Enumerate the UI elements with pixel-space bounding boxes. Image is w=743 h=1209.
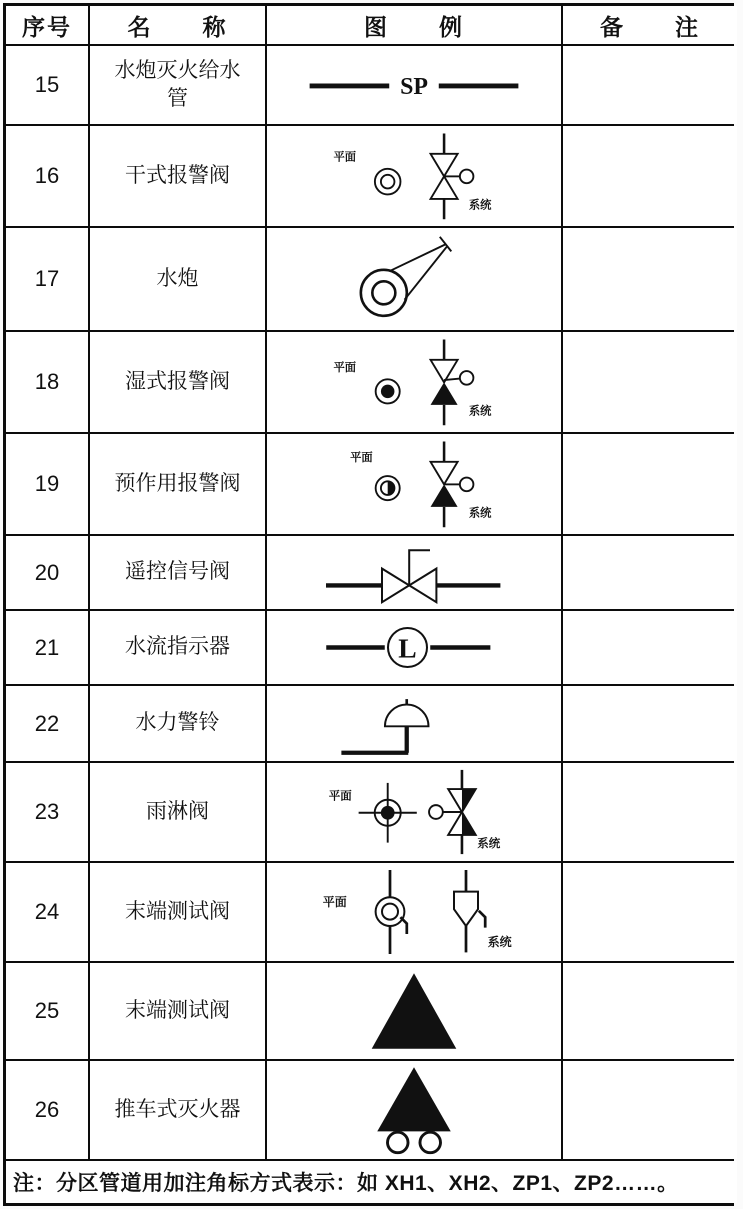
remark-cell [563, 763, 737, 861]
serial-cell: 21 [6, 611, 88, 684]
remote-control-signal-valve-icon [316, 539, 512, 607]
remark-cell [563, 863, 737, 961]
dry-alarm-valve-icon [320, 129, 508, 223]
water-motor-alarm-gong-icon [321, 689, 508, 759]
name-cell: 雨淋阀 [90, 763, 265, 861]
footnote: 注：分区管道用加注角标方式表示：如 XH1、XH2、ZP1、ZP2……。 [6, 1161, 737, 1203]
remark-cell [563, 228, 737, 330]
legend-cell [267, 686, 561, 761]
remark-cell [563, 963, 737, 1059]
name-cell: 末端测试阀 [90, 963, 265, 1059]
remark-cell [563, 46, 737, 124]
name-cell: 水流指示器 [90, 611, 265, 684]
serial-cell: 19 [6, 434, 88, 534]
legend-cell [267, 332, 561, 432]
svg-text:系统: 系统 [487, 935, 512, 949]
legend-cell [267, 763, 561, 861]
serial-cell: 15 [6, 46, 88, 124]
water-cannon-icon [330, 233, 499, 325]
name-cell: 末端测试阀 [90, 863, 265, 961]
name-cell: 湿式报警阀 [90, 332, 265, 432]
remark-cell [563, 611, 737, 684]
header-remark: 备 注 [563, 6, 737, 44]
svg-text:系统: 系统 [468, 405, 492, 418]
svg-text:系统: 系统 [476, 838, 500, 851]
header-legend: 图 例 [267, 6, 561, 44]
legend-cell [267, 228, 561, 330]
remark-cell [563, 536, 737, 609]
svg-text:平面: 平面 [328, 790, 352, 803]
svg-text:平面: 平面 [350, 452, 373, 465]
preaction-alarm-valve-icon [320, 437, 508, 531]
end-test-valve-solid-triangle-icon [315, 966, 513, 1056]
end-test-valve-icon [310, 866, 518, 958]
legend-cell [267, 126, 561, 226]
serial-cell: 24 [6, 863, 88, 961]
remark-cell [563, 332, 737, 432]
remark-cell [563, 126, 737, 226]
name-cell: 干式报警阀 [90, 126, 265, 226]
remark-cell [563, 1061, 737, 1159]
wheeled-cart-extinguisher-icon [320, 1063, 508, 1157]
svg-text:系统: 系统 [468, 507, 492, 520]
remark-cell [563, 686, 737, 761]
fire-protection-legend-table [3, 3, 734, 1206]
svg-text:平面: 平面 [322, 895, 347, 909]
serial-cell: 23 [6, 763, 88, 861]
serial-cell: 25 [6, 963, 88, 1059]
name-cell: 遥控信号阀 [90, 536, 265, 609]
legend-cell [267, 863, 561, 961]
name-cell: 推车式灭火器 [90, 1061, 265, 1159]
serial-cell: 17 [6, 228, 88, 330]
name-cell: 预作用报警阀 [90, 434, 265, 534]
serial-cell: 16 [6, 126, 88, 226]
serial-cell: 20 [6, 536, 88, 609]
legend-cell [267, 611, 561, 684]
sp-fire-water-pipe-icon [299, 67, 529, 103]
serial-cell: 26 [6, 1061, 88, 1159]
legend-cell [267, 434, 561, 534]
header-name: 名 称 [90, 6, 265, 44]
svg-text:平面: 平面 [333, 362, 357, 375]
name-cell: 水力警铃 [90, 686, 265, 761]
legend-cell [267, 536, 561, 609]
water-flow-indicator-icon [316, 615, 512, 680]
wet-alarm-valve-icon [320, 335, 508, 429]
name-cell: 水炮灭火给水管 [90, 46, 265, 124]
svg-text:系统: 系统 [468, 199, 492, 212]
svg-text:SP: SP [400, 73, 428, 100]
legend-cell [267, 1061, 561, 1159]
serial-cell: 22 [6, 686, 88, 761]
name-cell: 水炮 [90, 228, 265, 330]
svg-text:L: L [398, 632, 417, 664]
svg-text:平面: 平面 [333, 151, 357, 164]
serial-cell: 18 [6, 332, 88, 432]
deluge-valve-icon [315, 766, 514, 858]
legend-cell [267, 46, 561, 124]
header-serial: 序号 [6, 6, 88, 44]
remark-cell [563, 434, 737, 534]
legend-cell [267, 963, 561, 1059]
